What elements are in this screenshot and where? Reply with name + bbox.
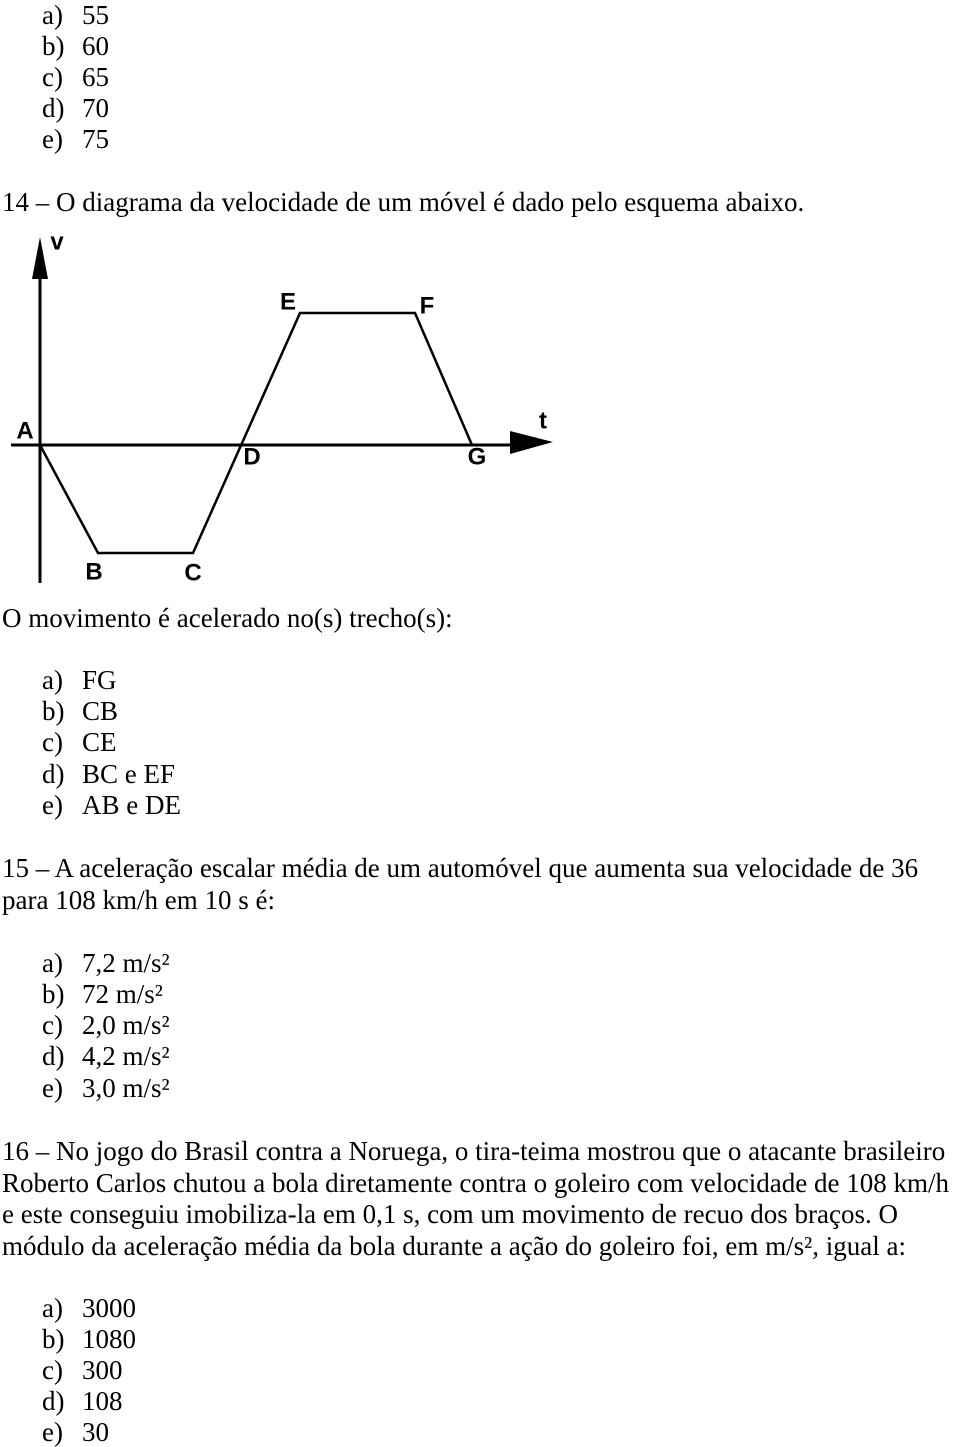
point-label-g: G <box>467 443 487 471</box>
option-letter: c) <box>42 727 63 757</box>
option-b <box>42 979 163 1009</box>
velocity-axis-arrow <box>32 237 48 279</box>
point-label-a: A <box>16 417 34 445</box>
option-b <box>42 1324 136 1354</box>
option-text: 108 <box>82 1386 123 1416</box>
option-a <box>42 1293 136 1323</box>
option-letter: e) <box>42 790 63 820</box>
option-letter: d) <box>42 1386 65 1416</box>
option-text: 65 <box>82 62 109 92</box>
option-text: CE <box>82 727 117 757</box>
option-a <box>42 948 170 978</box>
option-d <box>42 1041 170 1071</box>
option-a <box>42 665 117 695</box>
point-label-e: E <box>279 288 297 316</box>
question-14-prompt: O movimento é acelerado no(s) trecho(s): <box>2 603 453 633</box>
option-text: 75 <box>82 124 109 154</box>
option-b <box>42 696 118 726</box>
question-16-statement-line: Roberto Carlos chutou a bola diretamente contra o goleiro com velocidade de 108 km/h <box>2 1168 949 1198</box>
option-text: 4,2 m/s² <box>82 1041 170 1071</box>
option-letter: b) <box>42 1324 65 1354</box>
option-text: 72 m/s² <box>82 979 163 1009</box>
option-text: 3,0 m/s² <box>82 1073 170 1103</box>
option-text: CB <box>82 696 119 726</box>
option-e <box>42 1073 170 1103</box>
velocity-graph-line <box>40 313 472 553</box>
option-text: AB e DE <box>82 790 181 820</box>
option-c <box>42 727 117 757</box>
option-c <box>42 1010 170 1040</box>
option-letter: a) <box>42 0 63 30</box>
question-16-statement-line: 16 – No jogo do Brasil contra a Noruega, o tira-teima mostrou que o atacante brasileiro <box>2 1136 946 1166</box>
option-b <box>42 31 109 61</box>
option-letter: e) <box>42 1417 63 1447</box>
option-text: 60 <box>82 31 109 61</box>
option-letter: a) <box>42 948 63 978</box>
option-text: 7,2 m/s² <box>82 948 170 978</box>
point-label-c: C <box>184 559 202 587</box>
question-15-statement-line: para 108 km/h em 10 s é: <box>2 885 275 915</box>
option-text: 70 <box>82 93 109 123</box>
question-16-statement-line: e este conseguiu imobiliza-la em 0,1 s, com um movimento de recuo dos braços. O <box>2 1199 899 1229</box>
velocity-time-diagram <box>0 225 570 590</box>
question-15-statement-line: 15 – A aceleração escalar média de um automóvel que aumenta sua velocidade de 36 <box>2 853 919 883</box>
question-16-statement-line: módulo da aceleração média da bola durante a ação do goleiro foi, em m/s², igual a: <box>2 1231 906 1261</box>
option-letter: d) <box>42 1041 65 1071</box>
option-text: 1080 <box>82 1324 136 1354</box>
option-letter: a) <box>42 1293 63 1323</box>
option-letter: a) <box>42 665 63 695</box>
option-e <box>42 124 109 154</box>
option-letter: c) <box>42 1010 63 1040</box>
option-letter: b) <box>42 696 65 726</box>
option-letter: c) <box>42 1355 63 1385</box>
option-letter: e) <box>42 124 63 154</box>
option-text: 2,0 m/s² <box>82 1010 170 1040</box>
option-letter: e) <box>42 1073 63 1103</box>
option-c <box>42 1355 123 1385</box>
option-text: 30 <box>82 1417 109 1447</box>
question-14-statement: 14 – O diagrama da velocidade de um móvel é dado pelo esquema abaixo. <box>2 187 805 217</box>
option-text: BC e EF <box>82 759 176 789</box>
option-a <box>42 0 109 30</box>
option-d <box>42 1386 123 1416</box>
option-letter: b) <box>42 979 65 1009</box>
option-c <box>42 62 109 92</box>
option-text: 55 <box>82 0 109 30</box>
option-d <box>42 93 109 123</box>
option-e <box>42 790 181 820</box>
option-letter: d) <box>42 759 65 789</box>
velocity-axis-label: v <box>50 228 64 256</box>
option-d <box>42 759 175 789</box>
time-axis-label: t <box>539 407 547 435</box>
option-text: 300 <box>82 1355 123 1385</box>
option-letter: b) <box>42 31 65 61</box>
point-label-f: F <box>419 292 435 320</box>
option-letter: d) <box>42 93 65 123</box>
option-text: FG <box>82 665 117 695</box>
option-e <box>42 1417 109 1447</box>
option-text: 3000 <box>82 1293 136 1323</box>
option-letter: c) <box>42 62 63 92</box>
point-label-b: B <box>85 558 103 586</box>
point-label-d: D <box>243 443 261 471</box>
